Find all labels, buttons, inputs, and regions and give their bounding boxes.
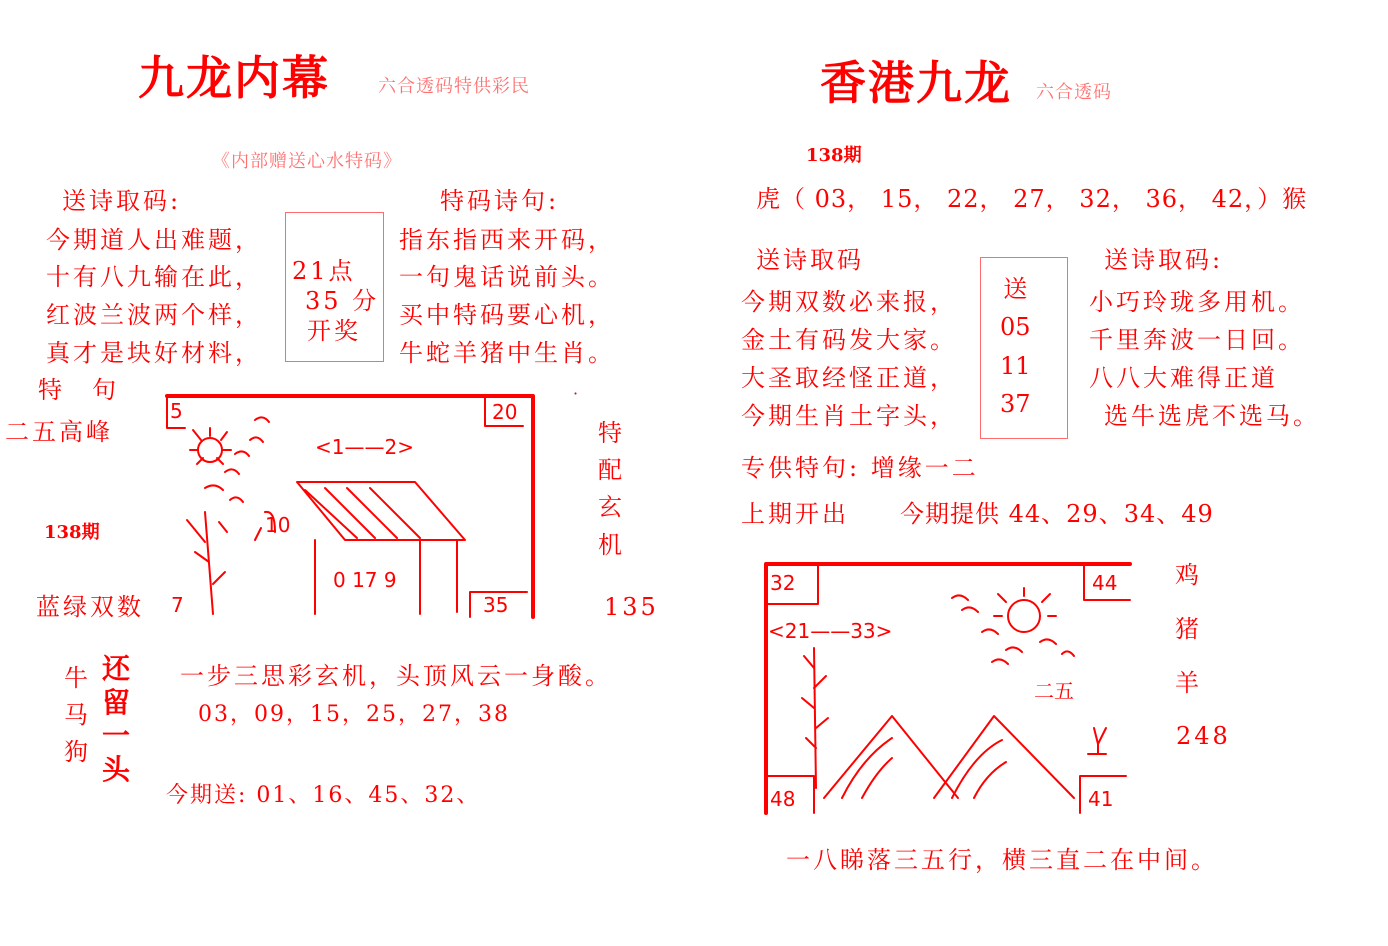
right-poem2-line: 选牛选虎不选马。 (1104, 402, 1320, 430)
right-poem2-line: 千里奔波一日回。 (1089, 326, 1305, 354)
right-poem1-line: 大圣取经怪正道， (741, 364, 957, 392)
left-numbers: 03，09，15，25，27，38 (198, 702, 510, 727)
gift-box-item: 11 (1000, 351, 1031, 380)
left-poem2-line: 买中特码要心机， (399, 301, 615, 329)
keep-char: 还 (102, 652, 131, 685)
tejv-label: 特 句 (38, 376, 119, 404)
animal: 牛 (64, 664, 88, 692)
keep-one-column (102, 652, 130, 786)
left-sketch-bl: 7 (171, 593, 184, 617)
keep-char: 头 (102, 752, 131, 786)
right-numbers-line: 虎（ 03， 15， 22， 27， 32， 36， 42，）猴 (756, 185, 1308, 213)
left-bracket-note: 《内部赠送心水特码》 (212, 151, 402, 172)
left-sketch-br: 35 (483, 593, 509, 617)
side-char: 鸡 (1175, 561, 1199, 589)
left-poem2-heading: 特码诗句: (440, 187, 560, 215)
keep-char: 一 (102, 719, 131, 753)
right-last-label: 上期开出 (741, 500, 849, 528)
right-side-vertical (1175, 548, 1199, 710)
left-sketch (165, 392, 545, 622)
draw-time-line: 21点 (292, 257, 356, 285)
right-sketch (762, 558, 1142, 818)
right-poem2-line: 八八大难得正道 (1089, 364, 1278, 392)
side-char: 玄 (598, 493, 622, 522)
right-today-offer: 今期提供 44、29、34、49 (900, 500, 1214, 528)
left-poem1-line: 红波兰波两个样， (46, 301, 262, 329)
left-sketch-bottom: 0 17 9 (333, 568, 397, 592)
gift-box-item: 05 (1000, 313, 1031, 342)
right-poem1-heading: 送诗取码 (756, 246, 864, 274)
animals-column (64, 660, 88, 772)
left-gift: 今期送: 01、16、45、32、 (166, 783, 481, 808)
right-poem2-line: 小巧玲珑多用机。 (1089, 288, 1305, 316)
left-verse: 一步三思彩玄机，头顶风云一身酸。 (180, 662, 612, 690)
right-poem1-line: 今期生肖土字头， (741, 402, 957, 430)
right-sketch-tr: 44 (1092, 571, 1118, 595)
left-poem1-line: 十有八九输在此， (46, 263, 262, 291)
left-sketch-arrow: <1——2> (315, 435, 414, 459)
right-subtitle: 六合透码 (1036, 82, 1112, 103)
left-title: 九龙内幕 (138, 51, 330, 105)
right-poem1-line: 金土有码发大家。 (741, 326, 957, 354)
side-char: 猪 (1175, 615, 1199, 643)
left-period: 138期 (44, 522, 100, 543)
right-title: 香港九龙 (820, 56, 1012, 110)
left-side-number: 135 (604, 593, 659, 621)
gift-box-item: 送 (1003, 275, 1028, 303)
left-sketch-tl: 5 (170, 399, 183, 423)
left-poem2-line: 牛蛇羊猪中生肖。 (399, 339, 615, 367)
right-poem2-heading: 送诗取码: (1104, 246, 1224, 274)
right-sketch-br: 41 (1088, 787, 1114, 811)
right-sketch-mid: 二五 (1034, 679, 1074, 703)
right-special-line: 专供特句: 增缘一二 (741, 454, 979, 482)
right-bottom-verse: 一八睇落三五行，横三直二在中间。 (786, 846, 1218, 874)
left-side-vertical (598, 415, 622, 564)
left-poem2-line: 指东指西来开码， (399, 226, 615, 254)
left-poem1-heading: 送诗取码: (62, 187, 182, 215)
left-poem1-line: 真才是块好材料， (46, 339, 262, 367)
gift-number-column (1000, 270, 1031, 424)
side-char: 羊 (1175, 669, 1199, 697)
left-sketch-tr: 20 (492, 400, 518, 424)
tejv-value: 二五高峰 (5, 418, 113, 446)
left-poem1-line: 今期道人出难题， (46, 226, 262, 254)
side-char: 机 (598, 530, 622, 559)
draw-time-line: 开奖 (307, 317, 361, 345)
right-sketch-tl: 32 (770, 571, 796, 595)
left-subtitle: 六合透码特供彩民 (378, 76, 530, 97)
draw-time-line: 35 分 (305, 287, 380, 315)
right-side-number: 248 (1176, 722, 1231, 750)
dot-mark: · (573, 384, 579, 403)
side-char: 特 (598, 419, 622, 447)
left-poem2-line: 一句鬼话说前头。 (399, 263, 615, 291)
animal: 马 (64, 701, 88, 730)
left-sketch-mid: 10 (265, 513, 291, 537)
color-hint: 蓝绿双数 (36, 593, 144, 621)
animal: 狗 (64, 738, 88, 767)
side-char: 配 (598, 456, 622, 485)
right-period: 138期 (806, 145, 862, 166)
right-sketch-bl: 48 (770, 787, 796, 811)
gift-box-item: 37 (1000, 390, 1031, 419)
keep-char: 留 (102, 685, 131, 719)
right-poem1-line: 今期双数必来报， (741, 288, 957, 316)
right-sketch-arrow: <21——33> (768, 619, 893, 643)
